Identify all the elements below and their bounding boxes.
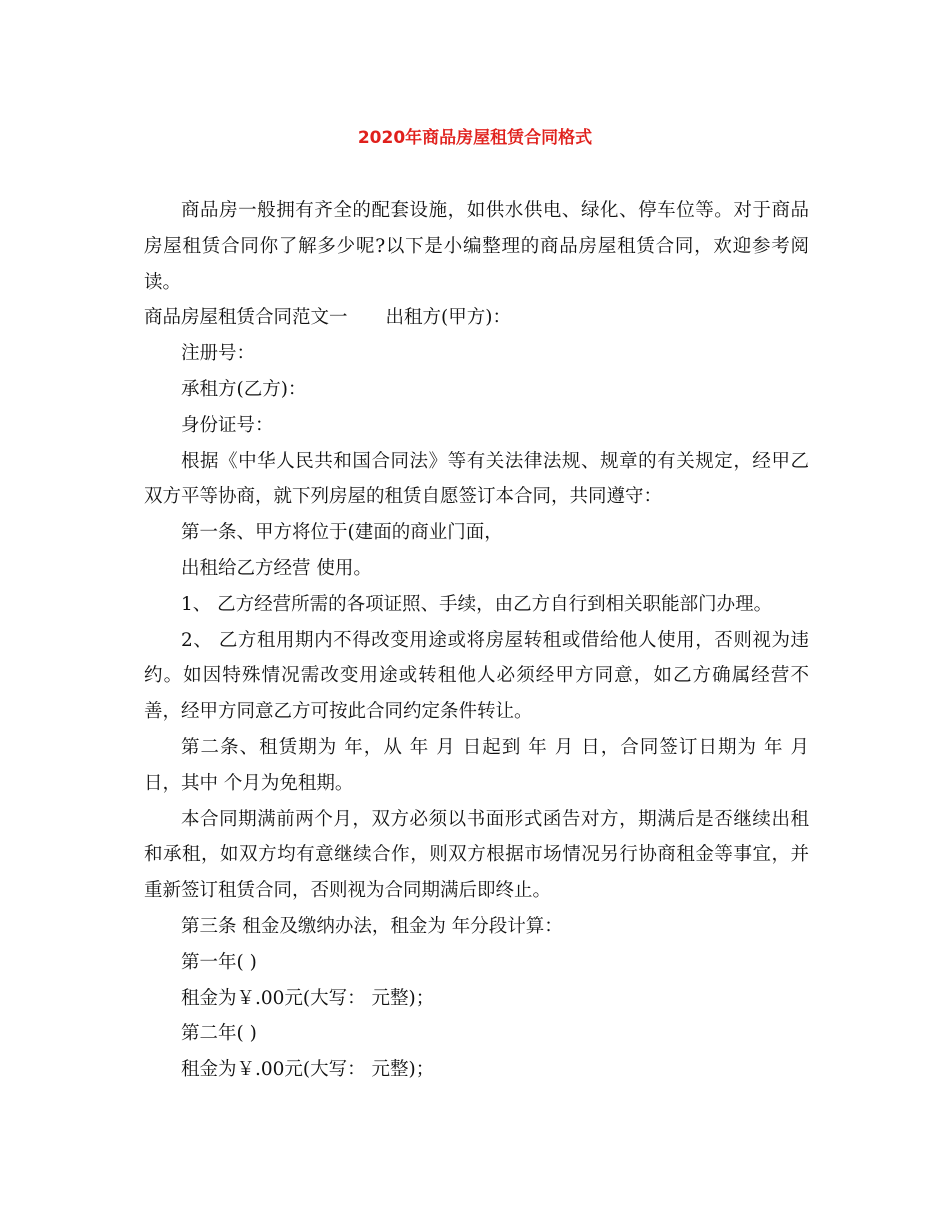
article-2: 第二条、租赁期为 年，从 年 月 日起到 年 月 日，合同签订日期为 年 月 日，其中 个月为免租期。	[144, 736, 809, 794]
section-heading-line	[144, 300, 809, 336]
section-heading: 商品房屋租赁合同范文一	[144, 307, 348, 329]
article-3: 第三条 租金及缴纳办法，租金为 年分段计算：	[181, 915, 563, 937]
expiry-paragraph: 本合同期满前两个月，双方必须以书面形式函告对方，期满后是否继续出租和承租，如双方均有意继续合作，则双方根据市场情况另行协商租金等事宜，并重新签订租赁合同，否则视为合同期满后即终止。	[144, 808, 809, 902]
year-2: 第二年( )	[181, 1023, 257, 1045]
document-title: 2020年商品房屋租赁合同格式	[357, 128, 593, 148]
id-number-line: 身份证号：	[181, 414, 274, 436]
article-1: 第一条、甲方将位于(建面的商业门面，	[181, 522, 503, 544]
registration-number-line: 注册号：	[181, 343, 256, 365]
article-1-use: 出租给乙方经营 使用。	[181, 557, 372, 579]
intro-paragraph: 商品房一般拥有齐全的配套设施，如供水供电、绿化、停车位等。对于商品房屋租赁合同你了解多少呢?以下是小编整理的商品房屋租赁合同，欢迎参考阅读。	[144, 200, 809, 293]
rent-year-2: 租金为￥.00元(大写： 元整)；	[181, 1059, 435, 1081]
rent-year-1: 租金为￥.00元(大写： 元整)；	[181, 987, 435, 1009]
document-body	[144, 193, 809, 1088]
lessee-line: 承租方(乙方)：	[181, 378, 307, 400]
clause-item-1: 1、 乙方经营所需的各项证照、手续，由乙方自行到相关职能部门办理。	[181, 593, 773, 615]
legal-basis-paragraph: 根据《中华人民共和国合同法》等有关法律法规、规章的有关规定，经甲乙双方平等协商，就下列房屋的租赁自愿签订本合同，共同遵守：	[144, 450, 809, 508]
lessor-label: 出租方(甲方)：	[385, 307, 511, 329]
year-1: 第一年( )	[181, 951, 257, 973]
clause-item-2: 2、 乙方租用期内不得改变用途或将房屋转租或借给他人使用，否则视为违约。如因特殊情况需改变用途或转租他人必须经甲方同意，如乙方确属经营不善，经甲方同意乙方可按此合同约定条件转让。	[144, 629, 809, 723]
